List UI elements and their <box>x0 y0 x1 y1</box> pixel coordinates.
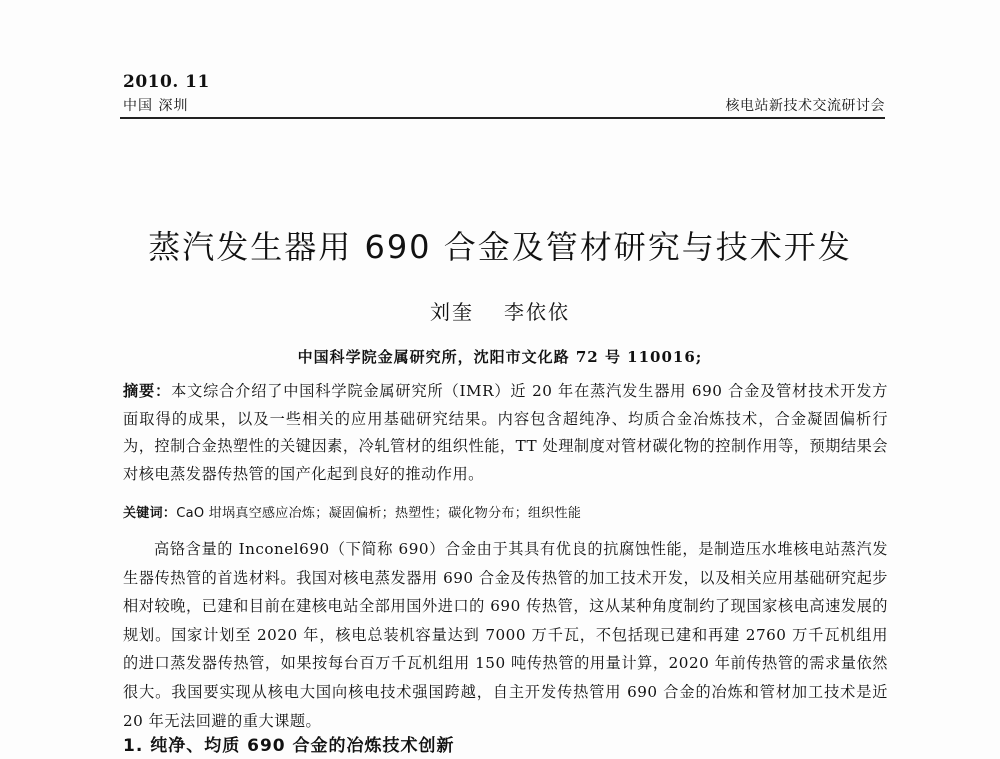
author-list <box>0 296 1000 325</box>
keywords-label: 关键词： <box>123 506 177 521</box>
author-name: 刘奎 <box>430 300 474 324</box>
intro-paragraph: 高铬含量的 Inconel690（下简称 690）合金由于其具有优良的抗腐蚀性能，是制造压水堆核电站蒸汽发生器传热管的首选材料。我国对核电蒸发器用 690 合金及传热管的加工技术开发，以及相关应用基础研究起步相对较晚，已建和目前在建核电站全部用国外进口的 690 传热管，这从某种角度制约了现国家核电高速发展的规划。国家计划至 2020 年，核电总装机容量达到 7000 万千瓦，不包括现已建和再建 2760 万千瓦机组用的进口蒸发器传热管，如果按每台百万千瓦机组用 150 吨传热管的用量计算，2020 年前传热管的需求量依然很大。我国要实现从核电大国向核电技术强国跨越，自主开发传热管用 690 合金的冶炼和管材加工技术是近 20 年无法回避的重大课题。 <box>123 540 888 730</box>
author-name: 李依依 <box>504 300 570 324</box>
abstract-text: 本文综合介绍了中国科学院金属研究所（IMR）近 20 年在蒸汽发生器用 690 合金及管材技术开发方面取得的成果，以及一些相关的应用基础研究结果。内容包含超纯净、均质合金冶炼技术，合金凝固偏析行为，控制合金热塑性的关键因素，冷轧管材的组织性能，TT 处理制度对管材碳化物的控制作用等，预期结果会对核电蒸发器传热管的国产化起到良好的推动作用。 <box>123 382 888 483</box>
paper-title: 蒸汽发生器用 690 合金及管材研究与技术开发 <box>148 228 852 266</box>
keywords <box>123 502 888 521</box>
section-heading: 1. 纯净、均质 690 合金的冶炼技术创新 <box>123 736 455 756</box>
header-date: 2010. 11 <box>123 72 210 92</box>
header-conference: 核电站新技术交流研讨会 <box>725 98 885 114</box>
abstract-label: 摘要： <box>123 382 172 400</box>
header-location: 中国 深圳 <box>123 98 189 114</box>
author-affiliation: 中国科学院金属研究所，沈阳市文化路 72 号 110016; <box>297 348 703 366</box>
header-divider <box>120 117 885 119</box>
abstract <box>123 378 888 488</box>
keywords-text: CaO 坩埚真空感应冶炼；凝固偏析；热塑性；碳化物分布；组织性能 <box>176 506 582 521</box>
